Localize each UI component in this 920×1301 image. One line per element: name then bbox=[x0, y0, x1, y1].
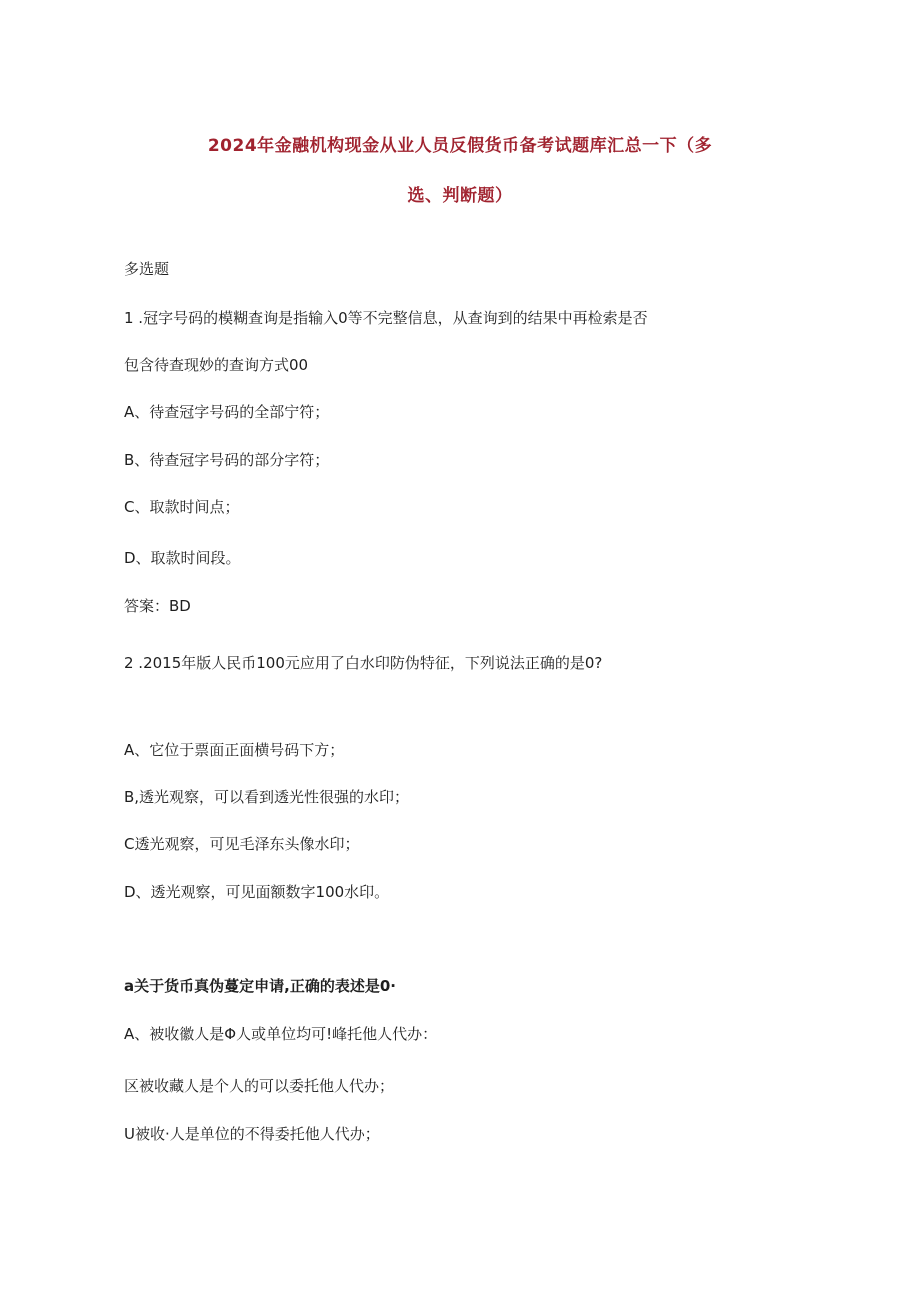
question-1-answer: 答案：BD bbox=[124, 597, 191, 615]
question-1-option-c: C、取款时间点； bbox=[124, 498, 240, 516]
question-1-stem-line-1: 1 .冠字号码的模糊查询是指输入0等不完整信息，从查询到的结果中再检索是否 bbox=[124, 309, 648, 327]
question-2-option-b: B,透光观察，可以看到透光性很强的水印； bbox=[124, 788, 410, 806]
document-title-line-1: 2024年金融机构现金从业人员反假货币备考试题库汇总一下（多 bbox=[207, 136, 713, 156]
section-heading: 多选题 bbox=[124, 260, 170, 278]
question-3-stem: a关于货币真伪蔓定申请,正确的表述是0· bbox=[124, 977, 396, 995]
question-1-option-d: D、取款时间段。 bbox=[124, 549, 241, 567]
question-1-option-a: A、待查冠字号码的全部宁符； bbox=[124, 403, 330, 421]
question-3-option-c: U被收·人是单位的不得委托他人代办； bbox=[124, 1125, 380, 1143]
question-2-stem: 2 .2015年版人民币100元应用了白水印防伪特征，下列说法正确的是0? bbox=[124, 654, 603, 672]
question-3-option-b: 区被收藏人是个人的可以委托他人代办； bbox=[124, 1077, 395, 1095]
question-3-option-a: A、被收徽人是Φ人或单位均可!峰托他人代办： bbox=[124, 1025, 438, 1043]
question-2-option-c: C透光观察，可见毛泽东头像水印； bbox=[124, 835, 360, 853]
document-title-line-2: 选、判断题） bbox=[407, 186, 513, 206]
question-1-option-b: B、待查冠字号码的部分字符； bbox=[124, 451, 330, 469]
question-1-stem-line-2: 包含待查现妙的查询方式00 bbox=[124, 356, 309, 374]
question-2-option-a: A、它位于票面正面横号码下方； bbox=[124, 741, 345, 759]
question-2-option-d: D、透光观察，可见面额数字100水印。 bbox=[124, 883, 390, 901]
